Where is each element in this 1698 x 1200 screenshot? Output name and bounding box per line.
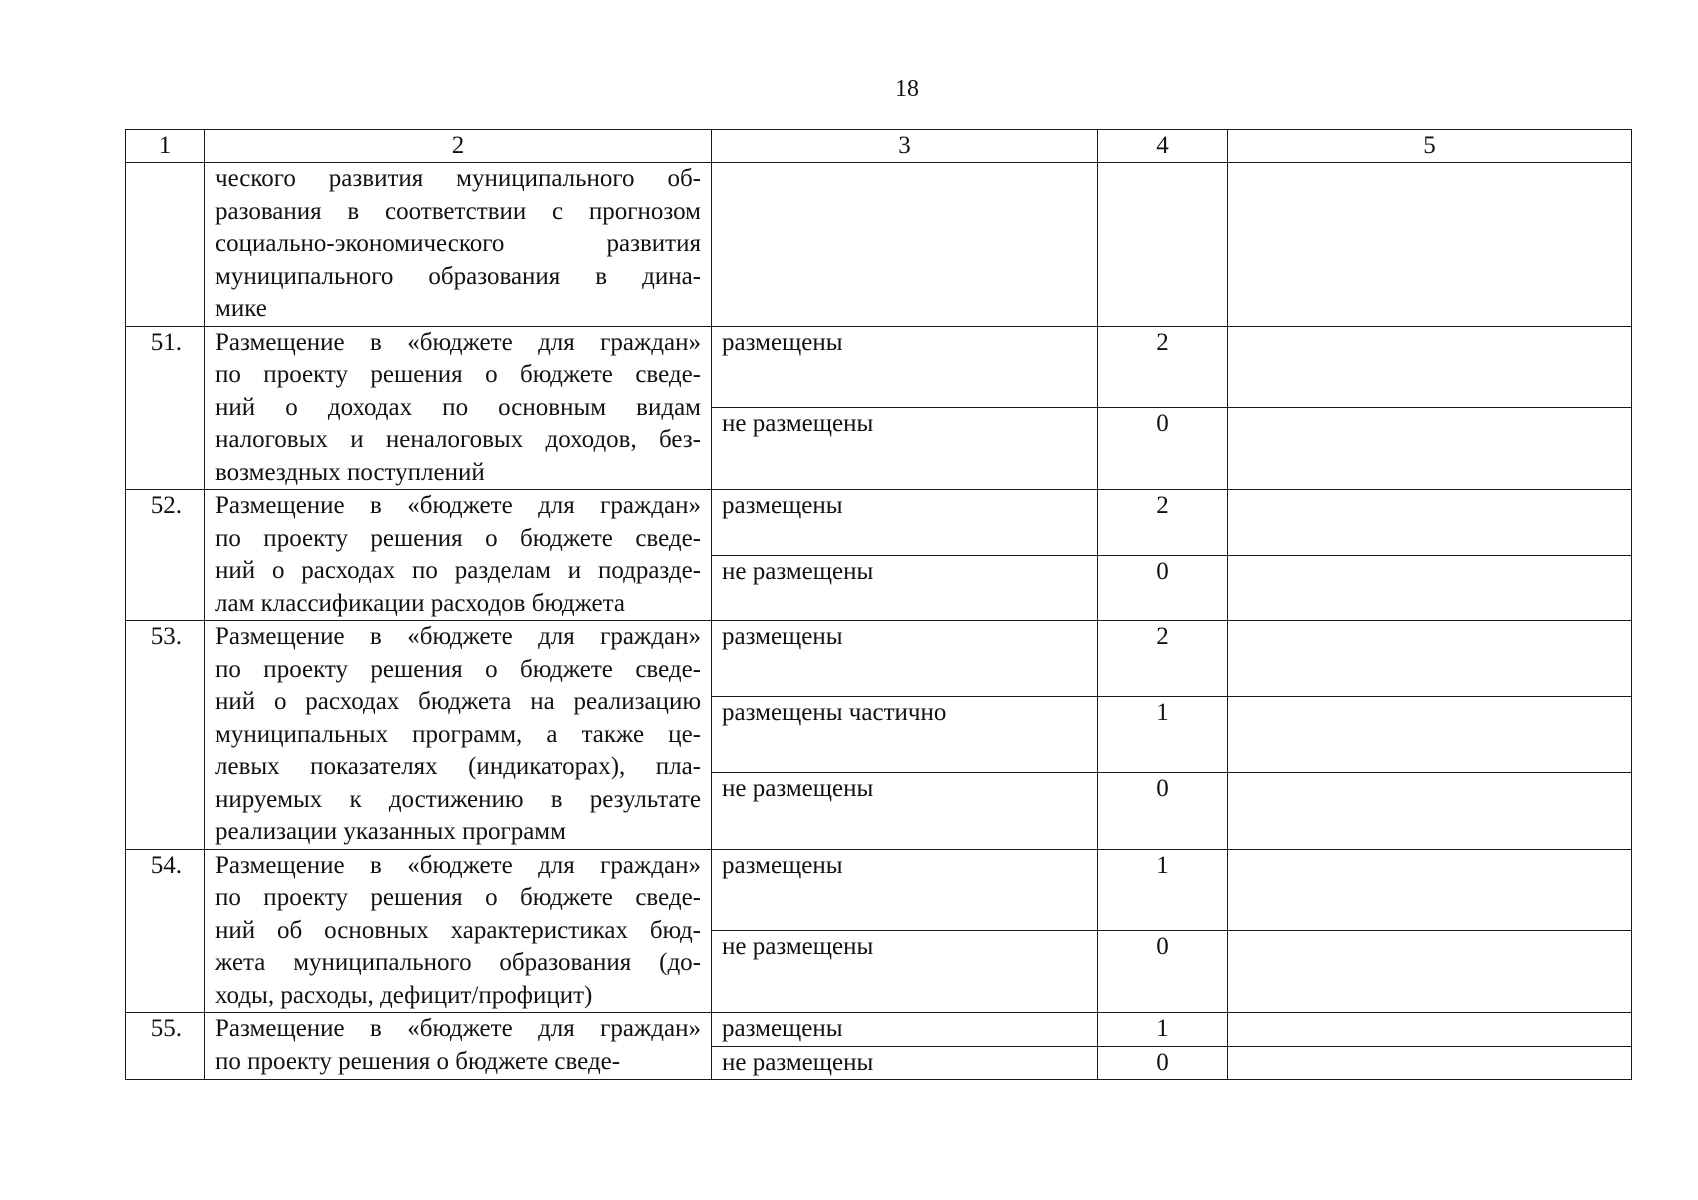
description-line: нируемых к достижению в результате (215, 785, 701, 813)
option-label: размещены (712, 490, 1098, 556)
description-line: ний о расходах бюджета на реализацию (215, 688, 701, 715)
note-cell (1228, 490, 1632, 556)
continuation-description (205, 163, 712, 327)
option-score: 0 (1098, 931, 1228, 1013)
option-label: размещены (712, 849, 1098, 931)
description-line: левых показателях (индикаторах), пла- (215, 753, 701, 780)
criterion-description (205, 849, 712, 1013)
description-line: разования в соответствии с прогнозом (215, 197, 701, 225)
option-score: 2 (1098, 490, 1228, 556)
description-line: возмездных поступлений (215, 458, 485, 486)
description-line: ческого развития муниципального об- (215, 165, 701, 192)
continuation-row (126, 163, 1632, 327)
continuation-option-cell (712, 163, 1098, 327)
description-line: ний о доходах по основным видам (215, 393, 701, 421)
description-line: Размещение в «бюджете для граждан» (215, 623, 701, 650)
note-cell (1228, 555, 1632, 621)
criterion-number: 52. (126, 490, 205, 621)
criterion-description (205, 490, 712, 621)
option-score: 2 (1098, 326, 1228, 408)
column-header-3: 3 (712, 130, 1098, 163)
description-line: Размещение в «бюджете для граждан» (215, 1015, 701, 1042)
option-score: 1 (1098, 1013, 1228, 1047)
option-score: 1 (1098, 849, 1228, 931)
description-line: ний об основных характеристиках бюд- (215, 916, 701, 944)
description-line: Размещение в «бюджете для граждан» (215, 328, 701, 356)
option-label: размещены (712, 1013, 1098, 1047)
option-label: не размещены (712, 1046, 1098, 1080)
criterion-row (126, 490, 1632, 556)
description-line: по проекту решения о бюджете сведе- (215, 524, 701, 552)
note-cell (1228, 408, 1632, 490)
note-cell (1228, 849, 1632, 931)
page-number: 18 (895, 76, 919, 102)
note-cell (1228, 697, 1632, 773)
option-score: 0 (1098, 773, 1228, 849)
option-label: размещены (712, 621, 1098, 697)
criteria-table (125, 129, 1632, 1080)
description-line: социально-экономического развития (215, 230, 701, 257)
description-line: по проекту решения о бюджете сведе- (215, 361, 701, 388)
description-line: жета муниципального образования (до- (215, 949, 701, 976)
note-cell (1228, 931, 1632, 1013)
criterion-row (126, 1013, 1632, 1047)
criterion-row (126, 849, 1632, 931)
description-line: по проекту решения о бюджете сведе- (215, 655, 701, 683)
table-body (126, 130, 1632, 1080)
option-score: 0 (1098, 408, 1228, 490)
option-label: не размещены (712, 931, 1098, 1013)
criterion-description (205, 621, 712, 850)
criterion-row (126, 326, 1632, 408)
criterion-description (205, 326, 712, 490)
continuation-score-cell (1098, 163, 1228, 327)
continuation-num-cell (126, 163, 205, 327)
option-label: не размещены (712, 408, 1098, 490)
note-cell (1228, 773, 1632, 849)
column-header-4: 4 (1098, 130, 1228, 163)
column-header-5: 5 (1228, 130, 1632, 163)
note-cell (1228, 1046, 1632, 1080)
note-cell (1228, 326, 1632, 408)
note-cell (1228, 1013, 1632, 1047)
criterion-description (205, 1013, 712, 1080)
criterion-number: 54. (126, 849, 205, 1013)
option-label: размещены (712, 326, 1098, 408)
description-line: ходы, расходы, дефицит/профицит) (215, 981, 593, 1009)
option-label: не размещены (712, 773, 1098, 849)
description-line: мике (215, 295, 267, 322)
description-line: по проекту решения о бюджете сведе- (215, 884, 701, 911)
description-line: ний о расходах по разделам и подразде- (215, 557, 701, 584)
description-line: Размещение в «бюджете для граждан» (215, 492, 701, 519)
criterion-number: 53. (126, 621, 205, 850)
description-line: Размещение в «бюджете для граждан» (215, 851, 701, 879)
column-header-2: 2 (205, 130, 712, 163)
column-header-1: 1 (126, 130, 205, 163)
continuation-note-cell (1228, 163, 1632, 327)
description-line: муниципальных программ, а также це- (215, 720, 701, 748)
note-cell (1228, 621, 1632, 697)
header-row (126, 130, 1632, 163)
description-line: реализации указанных программ (215, 818, 566, 845)
option-score: 2 (1098, 621, 1228, 697)
criterion-number: 51. (126, 326, 205, 490)
criterion-number: 55. (126, 1013, 205, 1080)
option-score: 1 (1098, 697, 1228, 773)
description-line: по проекту решения о бюджете сведе- (215, 1047, 621, 1075)
description-line: лам классификации расходов бюджета (215, 589, 625, 617)
option-label: не размещены (712, 555, 1098, 621)
description-line: муниципального образования в дина- (215, 262, 701, 290)
option-label: размещены частично (712, 697, 1098, 773)
description-line: налоговых и неналоговых доходов, без- (215, 426, 701, 453)
option-score: 0 (1098, 555, 1228, 621)
option-score: 0 (1098, 1046, 1228, 1080)
criterion-row (126, 621, 1632, 697)
